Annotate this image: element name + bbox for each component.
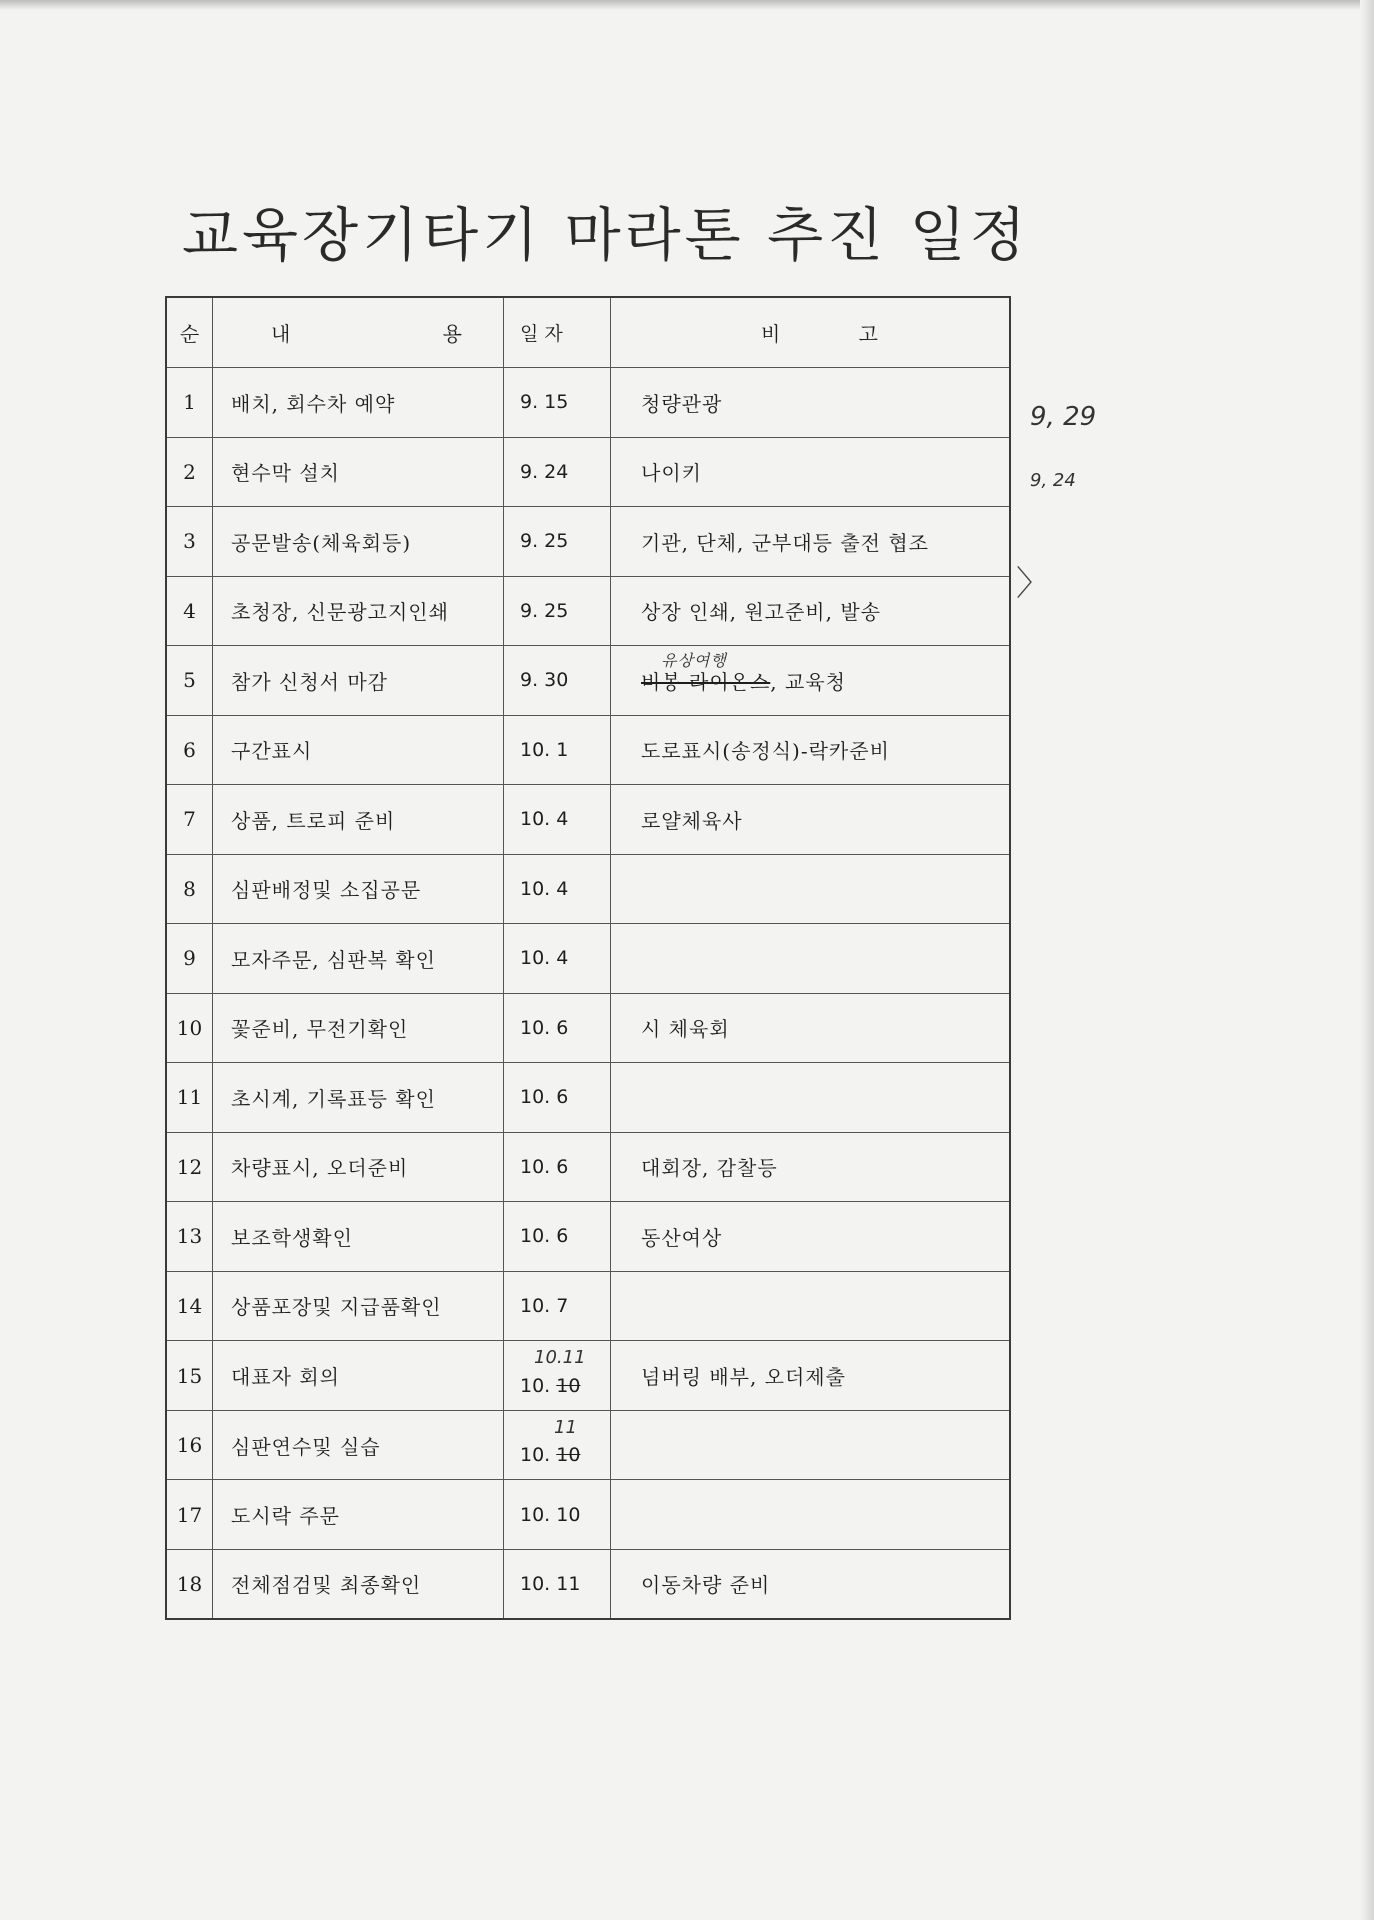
row-content: 심판배정및 소집공문 [213,854,504,924]
row-date: 9. 25 [504,507,611,577]
table-row [166,1063,1010,1133]
row-number: 18 [166,1549,213,1619]
row-note-text: , 교육청 [770,669,846,694]
row-date: 10. 4 [504,785,611,855]
schedule-table [165,296,1011,1620]
row-note: 기관, 단체, 군부대등 출전 협조 [611,507,1011,577]
table-row [166,1480,1010,1550]
row-number: 6 [166,715,213,785]
row-number: 12 [166,1132,213,1202]
row-note: 넘버링 배부, 오더제출 [611,1341,1011,1411]
row-note [611,1271,1011,1341]
page-top-edge [0,0,1374,10]
row-number: 17 [166,1480,213,1550]
row-number: 11 [166,1063,213,1133]
row-date: 9. 24 [504,437,611,507]
row-date: 10. 11 [504,1549,611,1619]
table-row [166,576,1010,646]
row-content: 공문발송(체육회등) [213,507,504,577]
table-row [166,785,1010,855]
row-content: 모자주문, 심판복 확인 [213,924,504,994]
row-number: 14 [166,1271,213,1341]
struck-text: 10 [556,1444,581,1467]
table-header-row [166,297,1010,368]
header-note [611,297,1011,368]
margin-handwritten-note: 9, 29 [1030,402,1097,432]
handwritten-correction: 10.11 [534,1347,586,1369]
header-content-part: 용 [442,322,463,347]
table-row [166,507,1010,577]
row-number: 16 [166,1410,213,1480]
handwritten-correction: 유상여행 [661,651,727,671]
row-content: 꽃준비, 무전기확인 [213,993,504,1063]
row-date: 9. 30 [504,646,611,716]
row-content: 참가 신청서 마감 [213,646,504,716]
row-number: 1 [166,368,213,438]
row-content: 도시락 주문 [213,1480,504,1550]
row-note [611,1063,1011,1133]
row-date: 10. 7 [504,1271,611,1341]
row-note: 대회장, 감찰등 [611,1132,1011,1202]
row-date: 9. 15 [504,368,611,438]
row-date: 10. 1 [504,715,611,785]
table-row [166,715,1010,785]
row-content: 배치, 회수차 예약 [213,368,504,438]
row-note: 동산여상 [611,1202,1011,1272]
row-content: 상품, 트로피 준비 [213,785,504,855]
row-content: 대표자 회의 [213,1341,504,1411]
row-number: 5 [166,646,213,716]
row-content: 현수막 설치 [213,437,504,507]
header-content [213,297,504,368]
row-content: 구간표시 [213,715,504,785]
row-date: 10. 6 [504,1132,611,1202]
table-row [166,1132,1010,1202]
row-number: 3 [166,507,213,577]
table-row [166,437,1010,507]
row-date [504,1410,611,1480]
row-note [611,1410,1011,1480]
row-number: 13 [166,1202,213,1272]
row-content: 전체점검및 최종확인 [213,1549,504,1619]
table-row [166,368,1010,438]
table-row [166,1341,1010,1411]
row-date [504,1341,611,1411]
row-date: 10. 10 [504,1480,611,1550]
header-note-part: 비 [761,322,782,347]
row-note: 시 체육회 [611,993,1011,1063]
row-date-text: 10. [520,1374,557,1397]
row-number: 9 [166,924,213,994]
header-date: 일 자 [504,297,611,368]
row-note [611,854,1011,924]
header-note-part: 고 [858,322,879,347]
margin-bracket-mark: 〉 [1016,564,1050,604]
table-row [166,1271,1010,1341]
row-number: 15 [166,1341,213,1411]
table-row [166,854,1010,924]
row-content: 차량표시, 오더준비 [213,1132,504,1202]
handwritten-correction: 11 [554,1416,577,1438]
row-date: 10. 4 [504,924,611,994]
table-row [166,646,1010,716]
table-row [166,1549,1010,1619]
table-row [166,993,1010,1063]
row-number: 8 [166,854,213,924]
struck-text: 비봉 라이온스 [641,669,771,694]
row-note: 청량관광 [611,368,1011,438]
row-note: 로얄체육사 [611,785,1011,855]
page-right-edge [1360,0,1374,1920]
row-number: 7 [166,785,213,855]
header-content-part: 내 [271,322,292,347]
row-date: 10. 6 [504,1202,611,1272]
row-content: 초청장, 신문광고지인쇄 [213,576,504,646]
table-row [166,924,1010,994]
table-row [166,1410,1010,1480]
header-no: 순 [166,297,213,368]
row-date: 9. 25 [504,576,611,646]
row-note: 이동차량 준비 [611,1549,1011,1619]
row-number: 2 [166,437,213,507]
row-note [611,1480,1011,1550]
row-content: 초시계, 기록표등 확인 [213,1063,504,1133]
row-date: 10. 6 [504,993,611,1063]
row-date: 10. 4 [504,854,611,924]
document-title: 교육장기타기 마라톤 추진 일정 [182,201,1030,269]
row-note: 상장 인쇄, 원고준비, 발송 [611,576,1011,646]
row-content: 상품포장및 지급품확인 [213,1271,504,1341]
row-note [611,924,1011,994]
row-note: 도로표시(송정식)-락카준비 [611,715,1011,785]
margin-handwritten-note: 9, 24 [1030,470,1076,491]
row-content: 심판연수및 실습 [213,1410,504,1480]
row-content: 보조학생확인 [213,1202,504,1272]
table-row [166,1202,1010,1272]
row-number: 10 [166,993,213,1063]
struck-text: 10 [556,1374,581,1397]
row-note [611,646,1011,716]
row-date-text: 10. [520,1444,557,1467]
row-note: 나이키 [611,437,1011,507]
row-number: 4 [166,576,213,646]
row-date: 10. 6 [504,1063,611,1133]
